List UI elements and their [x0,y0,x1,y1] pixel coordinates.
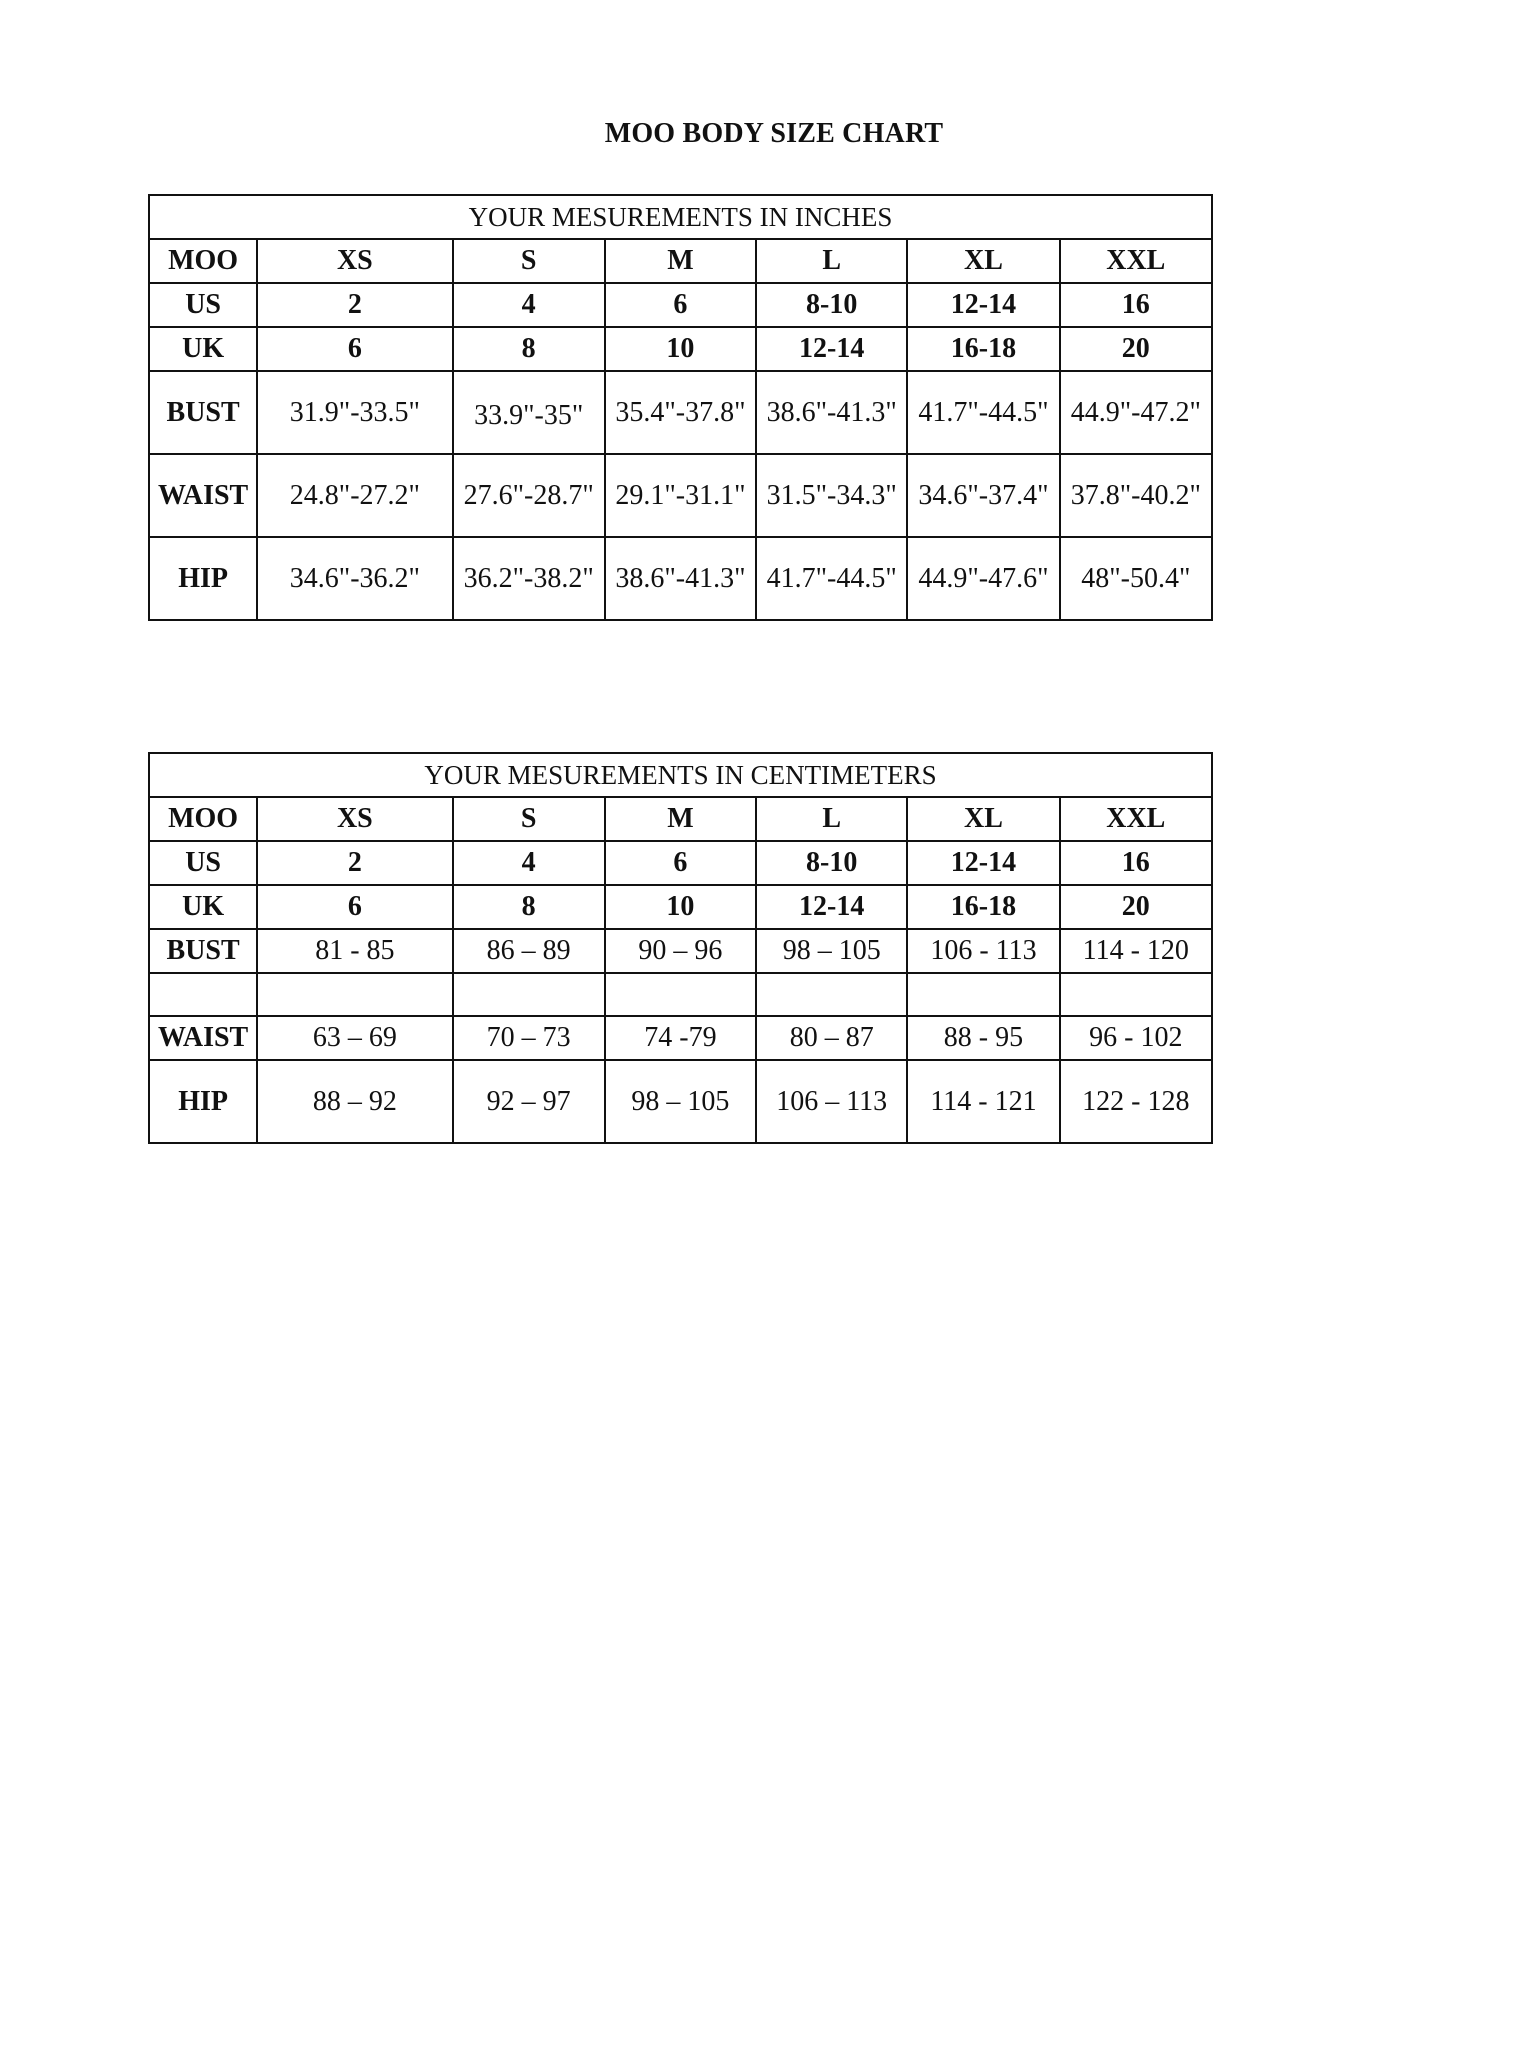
table-cell: 88 - 95 [907,1016,1059,1060]
empty-cell [453,973,605,1016]
table-cell: 37.8"-40.2" [1060,454,1212,537]
table-cell: 12-14 [907,841,1059,885]
table-cell: 41.7"-44.5" [907,371,1059,454]
header-cell: XXL [1060,797,1212,841]
table-cell: 12-14 [907,283,1059,327]
row-label: BUST [149,929,257,973]
table-cell: 24.8"-27.2" [257,454,452,537]
table-cell: 70 – 73 [453,1016,605,1060]
table-row-hip [149,1060,1212,1143]
table-cell: 36.2"-38.2" [453,537,605,620]
table-cell: 10 [605,885,756,929]
table-cell: 16 [1060,283,1212,327]
table-cell: 92 – 97 [453,1060,605,1143]
header-cell: M [605,239,756,283]
row-label: UK [149,885,257,929]
row-label: BUST [149,371,257,454]
header-cell: XXL [1060,239,1212,283]
table-cell: 2 [257,841,452,885]
empty-cell [1060,973,1212,1016]
table-cell: 98 – 105 [605,1060,756,1143]
cell-text: 33.9"-35" [474,399,584,431]
table-cell: 8 [453,885,605,929]
table-cell: 16-18 [907,327,1059,371]
table-cell: 98 – 105 [756,929,907,973]
table-cell: 4 [453,841,605,885]
table-row-us [149,283,1212,327]
empty-cell [756,973,907,1016]
table-cell: 114 - 120 [1060,929,1212,973]
header-cell: L [756,239,907,283]
header-cell: M [605,797,756,841]
table-cell: 12-14 [756,327,907,371]
table-row-uk [149,327,1212,371]
table-cell [453,371,605,454]
table-cell: 44.9"-47.6" [907,537,1059,620]
table-cell: 96 - 102 [1060,1016,1212,1060]
header-cell: XS [257,239,452,283]
table-caption: YOUR MESUREMENTS IN CENTIMETERS [149,753,1212,797]
page-title: MOO BODY SIZE CHART [604,118,944,149]
table-cell: 16-18 [907,885,1059,929]
row-label: WAIST [149,1016,257,1060]
table-cell: 80 – 87 [756,1016,907,1060]
table-cell: 8-10 [756,841,907,885]
table-cell: 34.6"-37.4" [907,454,1059,537]
table-row-uk [149,885,1212,929]
table-cell: 31.5"-34.3" [756,454,907,537]
table-cell: 6 [605,841,756,885]
empty-cell [257,973,452,1016]
table-cell: 106 - 113 [907,929,1059,973]
row-label: WAIST [149,454,257,537]
table-cell: 8 [453,327,605,371]
table-cell: 41.7"-44.5" [756,537,907,620]
table-cell: 81 - 85 [257,929,452,973]
header-cell: S [453,797,605,841]
header-cell: S [453,239,605,283]
table-caption: YOUR MESUREMENTS IN INCHES [149,195,1212,239]
empty-cell [907,973,1059,1016]
empty-cell [605,973,756,1016]
table-cell: 106 – 113 [756,1060,907,1143]
table-cell: 74 -79 [605,1016,756,1060]
table-cell: 35.4"-37.8" [605,371,756,454]
table-cell: 44.9"-47.2" [1060,371,1212,454]
table-cell: 4 [453,283,605,327]
header-row [149,797,1212,841]
row-label: US [149,841,257,885]
caption-row [149,753,1212,797]
empty-cell [149,973,257,1016]
table-cell: 12-14 [756,885,907,929]
table-cell: 86 – 89 [453,929,605,973]
table-cell: 27.6"-28.7" [453,454,605,537]
table-cell: 20 [1060,885,1212,929]
header-cell: XL [907,797,1059,841]
table-row-bust [149,929,1212,973]
header-cell: MOO [149,239,257,283]
table-cell: 63 – 69 [257,1016,452,1060]
table-row-empty [149,973,1212,1016]
header-cell: MOO [149,797,257,841]
table-cell: 90 – 96 [605,929,756,973]
row-label: UK [149,327,257,371]
table-cell: 20 [1060,327,1212,371]
size-table-centimeters [148,752,1213,1144]
table-cell: 88 – 92 [257,1060,452,1143]
row-label: HIP [149,1060,257,1143]
header-row [149,239,1212,283]
header-cell: XS [257,797,452,841]
table-cell: 114 - 121 [907,1060,1059,1143]
size-table-inches [148,194,1213,621]
table-row-bust [149,371,1212,454]
table-cell: 122 - 128 [1060,1060,1212,1143]
table-cell: 29.1"-31.1" [605,454,756,537]
table-cell: 10 [605,327,756,371]
table-cell: 6 [257,885,452,929]
table-cell: 16 [1060,841,1212,885]
caption-row [149,195,1212,239]
table-cell: 34.6"-36.2" [257,537,452,620]
table-cell: 38.6"-41.3" [756,371,907,454]
table-cell: 31.9"-33.5" [257,371,452,454]
table-cell: 48"-50.4" [1060,537,1212,620]
row-label: US [149,283,257,327]
table-row-waist [149,1016,1212,1060]
header-cell: XL [907,239,1059,283]
table-row-hip [149,537,1212,620]
row-label: HIP [149,537,257,620]
table-cell: 8-10 [756,283,907,327]
table-cell: 2 [257,283,452,327]
header-cell: L [756,797,907,841]
table-cell: 38.6"-41.3" [605,537,756,620]
table-row-us [149,841,1212,885]
table-row-waist [149,454,1212,537]
table-cell: 6 [605,283,756,327]
table-cell: 6 [257,327,452,371]
